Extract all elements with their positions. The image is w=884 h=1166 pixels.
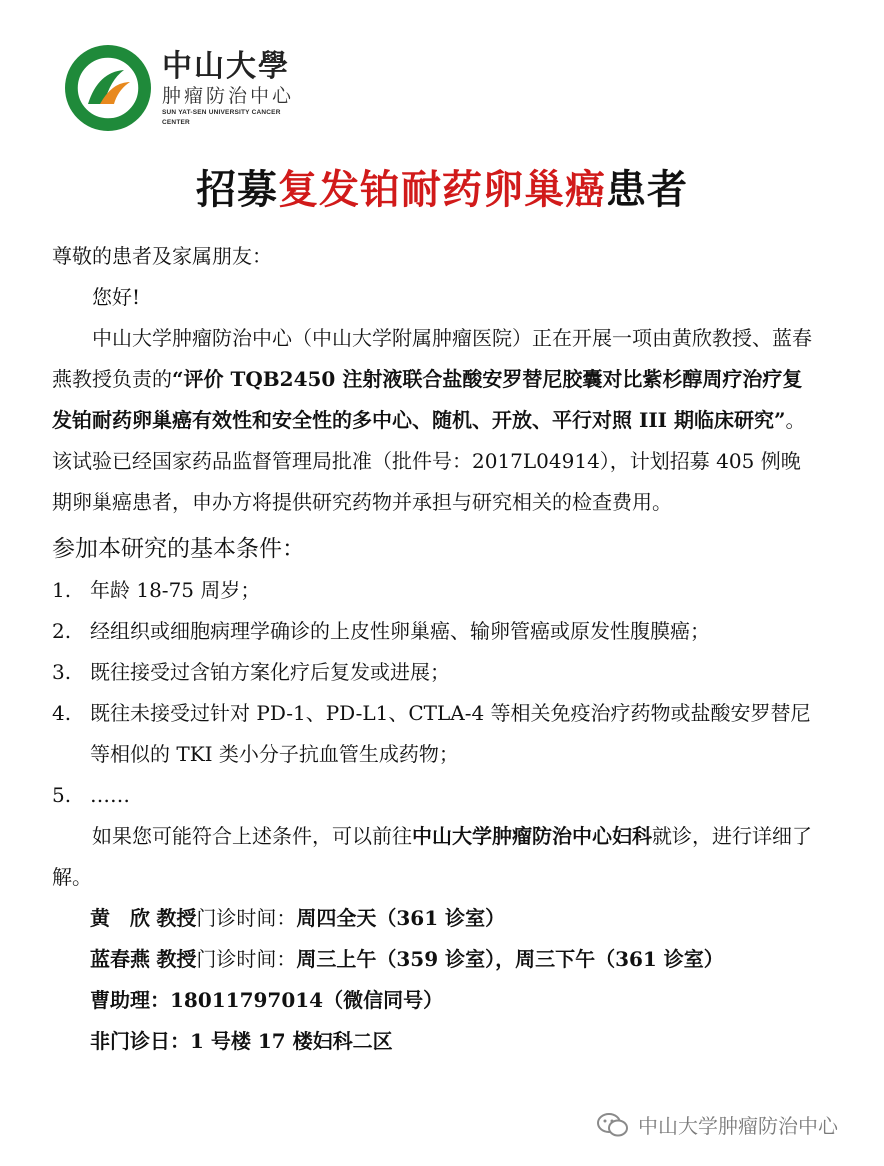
list-number: 4. <box>52 701 72 725</box>
doctor-title: 教授 <box>156 906 197 930</box>
list-number: 2. <box>52 619 72 643</box>
list-text: 既往未接受过针对 PD-1、PD-L1、CTLA-4 等相关免疫治疗药物或盐酸安罗替尼等相似的 TKI 类小分子抗血管生成药物； <box>90 701 811 766</box>
list-number: 5. <box>52 783 72 807</box>
wechat-icon <box>596 1112 630 1138</box>
title-suffix: 患者 <box>606 166 688 213</box>
contact-info <box>90 898 812 1062</box>
list-number: 1. <box>52 578 72 602</box>
list-item <box>52 693 812 775</box>
list-item <box>52 652 812 693</box>
logo-name-sub: 肿瘤防治中心 <box>162 85 295 107</box>
contact-row-lan <box>90 939 812 980</box>
clinic-label: 门诊时间： <box>196 906 297 930</box>
closing-text: 如果您可能符合上述条件，可以前往 <box>92 824 412 848</box>
contact-row-assistant <box>90 980 812 1021</box>
logo-name-en: SUN YAT-SEN UNIVERSITY CANCER CENTER <box>162 109 281 126</box>
conditions-heading: 参加本研究的基本条件： <box>52 536 305 562</box>
watermark <box>596 1110 838 1139</box>
intro-paragraph <box>52 318 812 523</box>
list-item <box>52 570 812 611</box>
list-text: 既往接受过含铂方案化疗后复发或进展； <box>90 660 450 684</box>
closing-paragraph <box>52 816 812 898</box>
quote-close: ” <box>774 408 786 432</box>
doctor-title: 教授 <box>156 947 197 971</box>
title-prefix: 招募 <box>196 166 278 213</box>
closing-text-end: 就诊，进行详细了解。 <box>52 824 812 889</box>
clinic-label: 门诊时间： <box>196 947 297 971</box>
doctor-name: 黄 欣 <box>90 906 150 930</box>
location-value: 1 号楼 17 楼妇科二区 <box>190 1029 393 1053</box>
list-item <box>52 775 812 816</box>
assistant-label: 曹助理： <box>90 988 170 1012</box>
list-number: 3. <box>52 660 72 684</box>
contact-row-huang <box>90 898 812 939</box>
list-text: 年龄 18-75 周岁； <box>90 578 261 602</box>
title-highlight: 复发铂耐药卵巢癌 <box>278 166 606 213</box>
list-text: …… <box>90 783 130 807</box>
location-label: 非门诊日： <box>90 1029 190 1053</box>
list-item <box>52 611 812 652</box>
clinic-time: 周四全天（361 诊室） <box>296 906 506 930</box>
intro-text: 中山大学肿瘤防治中心（中山大学附属肿瘤医院）正在开展一项由黄欣教授、蓝春燕教授负责的 <box>52 326 812 391</box>
document-body <box>52 236 812 1062</box>
quote-open: “ <box>172 367 184 391</box>
intro-text-end: 。该试验已经国家药品监督管理局批准（批件号：2017L04914），计划招募 405 例晚期卵巢癌患者，申办方将提供研究药物并承担与研究相关的检查费用。 <box>52 408 806 514</box>
greeting: 尊敬的患者及家属朋友： <box>52 244 272 268</box>
contact-row-location <box>90 1021 812 1062</box>
logo-name-cn: 中山大學 <box>162 49 290 84</box>
page-title <box>0 158 884 215</box>
department-name: 中山大学肿瘤防治中心妇科 <box>412 824 652 848</box>
hello: 您好! <box>92 285 141 309</box>
logo <box>64 44 304 136</box>
assistant-phone: 18011797014（微信同号） <box>170 988 444 1012</box>
doctor-name: 蓝春燕 <box>90 947 150 971</box>
list-text: 经组织或细胞病理学确诊的上皮性卵巢癌、输卵管癌或原发性腹膜癌； <box>90 619 710 643</box>
logo-seal-icon <box>64 44 152 132</box>
watermark-text: 中山大学肿瘤防治中心 <box>638 1114 838 1138</box>
clinic-time: 周三上午（359 诊室），周三下午（361 诊室） <box>296 947 724 971</box>
study-name: 评价 TQB2450 注射液联合盐酸安罗替尼胶囊对比紫杉醇周疗治疗复发铂耐药卵巢癌有效性和安全性的多中心、随机、开放、平行对照 III 期临床研究 <box>52 367 803 432</box>
